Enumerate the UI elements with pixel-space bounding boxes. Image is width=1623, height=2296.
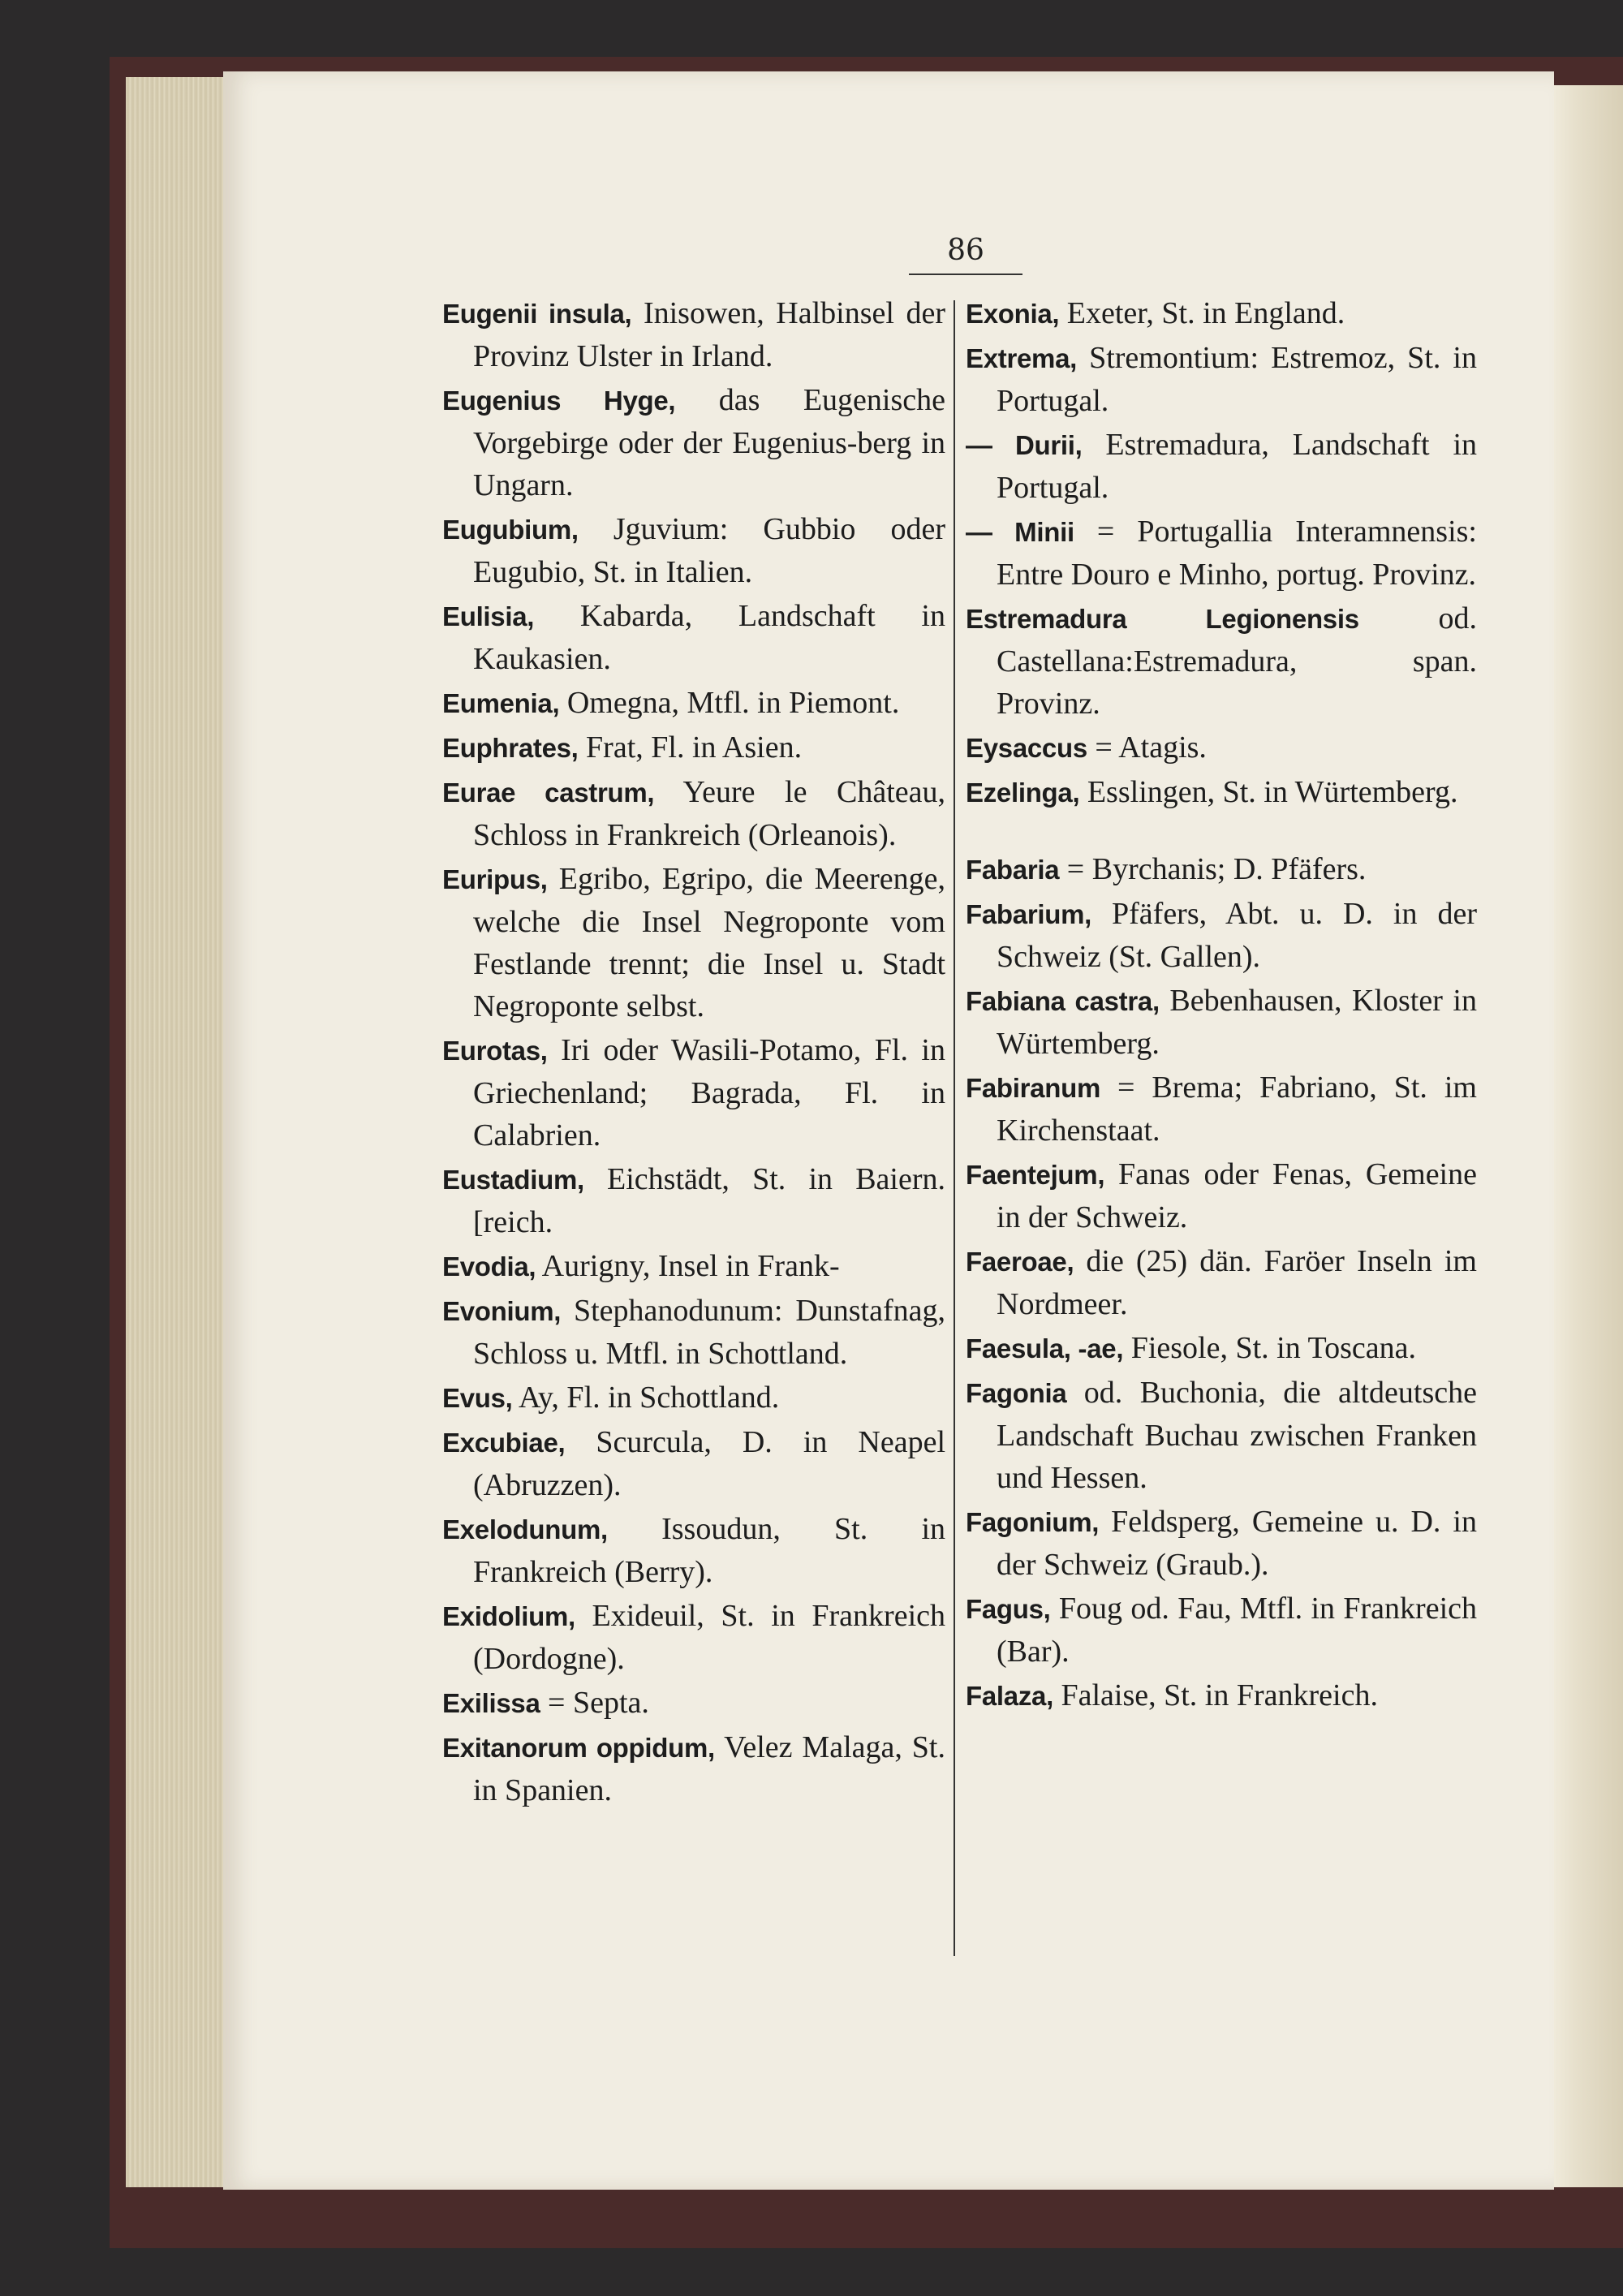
dictionary-entry (966, 1501, 1477, 1586)
entry-headword: — Minii (966, 517, 1074, 547)
entry-definition: Scurcula, D. in Neapel (Abruzzen). (473, 1425, 945, 1502)
dictionary-entry (442, 595, 945, 680)
dictionary-entry (966, 726, 1477, 769)
entry-definition: Kabarda, Landschaft in Kaukasien. (473, 599, 945, 676)
entry-headword: Eustadium, (442, 1165, 584, 1195)
entry-headword: Ezelinga, (966, 778, 1080, 808)
entry-definition: Bebenhausen, Kloster in Würtemberg. (997, 984, 1477, 1061)
entry-headword: Fagonium, (966, 1507, 1100, 1537)
dictionary-entry (966, 1153, 1477, 1238)
entry-headword: Fagus, (966, 1594, 1051, 1624)
dictionary-entry (442, 1376, 945, 1419)
dictionary-entry (966, 893, 1477, 978)
dictionary-entry (966, 980, 1477, 1065)
entry-definition: Foug od. Fau, Mtfl. in Frankreich (Bar). (997, 1592, 1477, 1669)
dictionary-entry (966, 1327, 1477, 1370)
entry-headword: Fabarium, (966, 899, 1092, 929)
page-edge-right (1546, 85, 1623, 2187)
entry-definition: Aurigny, Insel in Frank- (536, 1249, 840, 1283)
entry-headword: Eugenius Hyge, (442, 386, 676, 416)
entry-headword: Eugenii insula, (442, 299, 632, 329)
entry-definition: Issoudun, St. in Frankreich (Berry). (473, 1512, 945, 1589)
entry-definition: Omegna, Mtfl. in Piemont. (559, 686, 900, 720)
entry-definition: Jguvium: Gubbio oder Eugubio, St. in Italien. (473, 512, 945, 589)
dictionary-entry (442, 771, 945, 856)
entry-headword: Euphrates, (442, 733, 579, 763)
entry-headword: Faeroae, (966, 1247, 1074, 1277)
dictionary-entry (442, 379, 945, 506)
entry-headword: Evonium, (442, 1296, 562, 1326)
dictionary-entry (442, 1029, 945, 1157)
entry-headword: Extrema, (966, 343, 1078, 373)
entry-headword: Fabaria (966, 855, 1060, 885)
entry-definition: Egribo, Egripo, die Meerenge, welche die Insel Negroponte vom Festlande trennt; die Insel u. Stadt Negroponte selbst. (473, 862, 945, 1023)
dictionary-entry (442, 1682, 945, 1725)
entry-headword: Evodia, (442, 1251, 536, 1282)
entry-definition: Velez Malaga, St. in Spanien. (473, 1730, 945, 1807)
entry-definition: = Atagis. (1087, 730, 1207, 765)
entry-definition: Esslingen, St. in Würtemberg. (1079, 775, 1458, 809)
entry-definition: Stephanodunum: Dunstafnag, Schloss u. Mtfl. in Schottland. (473, 1294, 945, 1371)
entry-definition: Estremadura, Landschaft in Portugal. (997, 428, 1477, 505)
page-edges-left (126, 77, 231, 2187)
entry-headword: Eurae castrum, (442, 778, 655, 808)
entry-definition: Eichstädt, St. in Baiern. [reich. (473, 1162, 945, 1239)
entry-definition: Exeter, St. in England. (1059, 296, 1345, 330)
entry-definition: Pfäfers, Abt. u. D. in der Schweiz (St. Gallen). (997, 897, 1477, 974)
dictionary-entry (966, 337, 1477, 422)
dictionary-entry (966, 424, 1477, 509)
entry-definition: Fanas oder Fenas, Gemeine in der Schweiz. (997, 1157, 1477, 1234)
entry-headword: Exidolium, (442, 1601, 575, 1631)
dictionary-entry (442, 292, 945, 377)
entry-headword: — Durii, (966, 430, 1083, 460)
left-column (442, 292, 945, 1813)
entry-definition: od. Castellana:Estremadura, span. Provinz. (997, 601, 1477, 721)
entry-definition: Ay, Fl. in Schottland. (512, 1381, 780, 1415)
dictionary-entry (442, 1595, 945, 1680)
entry-headword: Eysaccus (966, 733, 1087, 763)
dictionary-entry (966, 292, 1477, 335)
entry-definition: die (25) dän. Faröer Inseln im Nordmeer. (997, 1244, 1477, 1321)
section-gap (966, 816, 1477, 848)
entry-headword: Exitanorum oppidum, (442, 1733, 715, 1763)
dictionary-entry (442, 858, 945, 1027)
entry-definition: Fiesole, St. in Toscana. (1123, 1331, 1416, 1365)
dictionary-entry (442, 1245, 945, 1288)
entry-headword: Eugubium, (442, 515, 579, 545)
entry-headword: Excubiae, (442, 1428, 566, 1458)
entry-definition: = Portugallia Interamnensis: Entre Douro e Minho, portug. Provinz. (997, 515, 1477, 592)
entry-headword: Eurotas, (442, 1036, 548, 1066)
entry-headword: Exonia, (966, 299, 1060, 329)
dictionary-entry (442, 508, 945, 593)
entry-definition: Feldsperg, Gemeine u. D. in der Schweiz (Graub.). (997, 1505, 1477, 1582)
entry-headword: Fagonia (966, 1378, 1067, 1408)
dictionary-entry (442, 1158, 945, 1243)
entry-definition: = Brema; Fabriano, St. im Kirchenstaat. (997, 1070, 1477, 1148)
dictionary-entry (442, 1421, 945, 1506)
entry-definition: Yeure le Château, Schloss in Frankreich (Orleanois). (473, 775, 945, 852)
column-divider (954, 300, 955, 1956)
entry-definition: od. Buchonia, die altdeutsche Landschaft Buchau zwischen Franken und Hessen. (997, 1376, 1477, 1495)
entry-headword: Estremadura Legionensis (966, 604, 1359, 634)
dictionary-entry (442, 726, 945, 769)
dictionary-entry (966, 597, 1477, 725)
entry-headword: Eulisia, (442, 601, 535, 631)
dictionary-entry (966, 1587, 1477, 1673)
entry-headword: Faesula, -ae, (966, 1333, 1124, 1363)
dictionary-entry (966, 1372, 1477, 1499)
entry-definition: Inisowen, Halbinsel der Provinz Ulster in Irland. (473, 296, 946, 373)
entry-definition: Stremontium: Estremoz, St. in Portugal. (997, 341, 1477, 418)
dictionary-entry (442, 1726, 945, 1811)
dictionary-entry (966, 848, 1477, 891)
entry-headword: Euripus, (442, 864, 548, 894)
entry-headword: Fabiana castra, (966, 986, 1160, 1016)
dictionary-entry (442, 1508, 945, 1593)
dictionary-entry (966, 510, 1477, 596)
dictionary-entry (966, 771, 1477, 814)
entry-definition: Falaise, St. in Frankreich. (1053, 1678, 1378, 1712)
right-column-f-entries (966, 848, 1477, 1717)
right-column (966, 292, 1477, 1719)
dictionary-entry (966, 1674, 1477, 1717)
dictionary-entry (966, 1066, 1477, 1152)
entry-definition: = Byrchanis; D. Pfäfers. (1059, 852, 1367, 886)
page-number: 86 (909, 231, 1022, 275)
dictionary-entry (442, 682, 945, 725)
entry-definition: Iri oder Wasili-Potamo, Fl. in Griechenland; Bagrada, Fl. in Calabrien. (473, 1033, 945, 1152)
entry-definition: Exideuil, St. in Frankreich (Dordogne). (473, 1599, 945, 1676)
entry-headword: Exelodunum, (442, 1514, 608, 1544)
entry-headword: Eumenia, (442, 688, 560, 718)
entry-definition: = Septa. (540, 1686, 649, 1720)
entry-definition: das Eugenische Vorgebirge oder der Eugenius-berg in Ungarn. (473, 383, 945, 502)
dictionary-entry (966, 1240, 1477, 1325)
entry-definition: Frat, Fl. in Asien. (578, 730, 803, 765)
right-column-e-entries (966, 292, 1477, 814)
entry-headword: Faentejum, (966, 1160, 1105, 1190)
entry-headword: Evus, (442, 1383, 513, 1413)
entry-headword: Falaza, (966, 1681, 1053, 1711)
dictionary-entry (442, 1290, 945, 1375)
entry-headword: Exilissa (442, 1688, 540, 1718)
entry-headword: Fabiranum (966, 1073, 1100, 1103)
